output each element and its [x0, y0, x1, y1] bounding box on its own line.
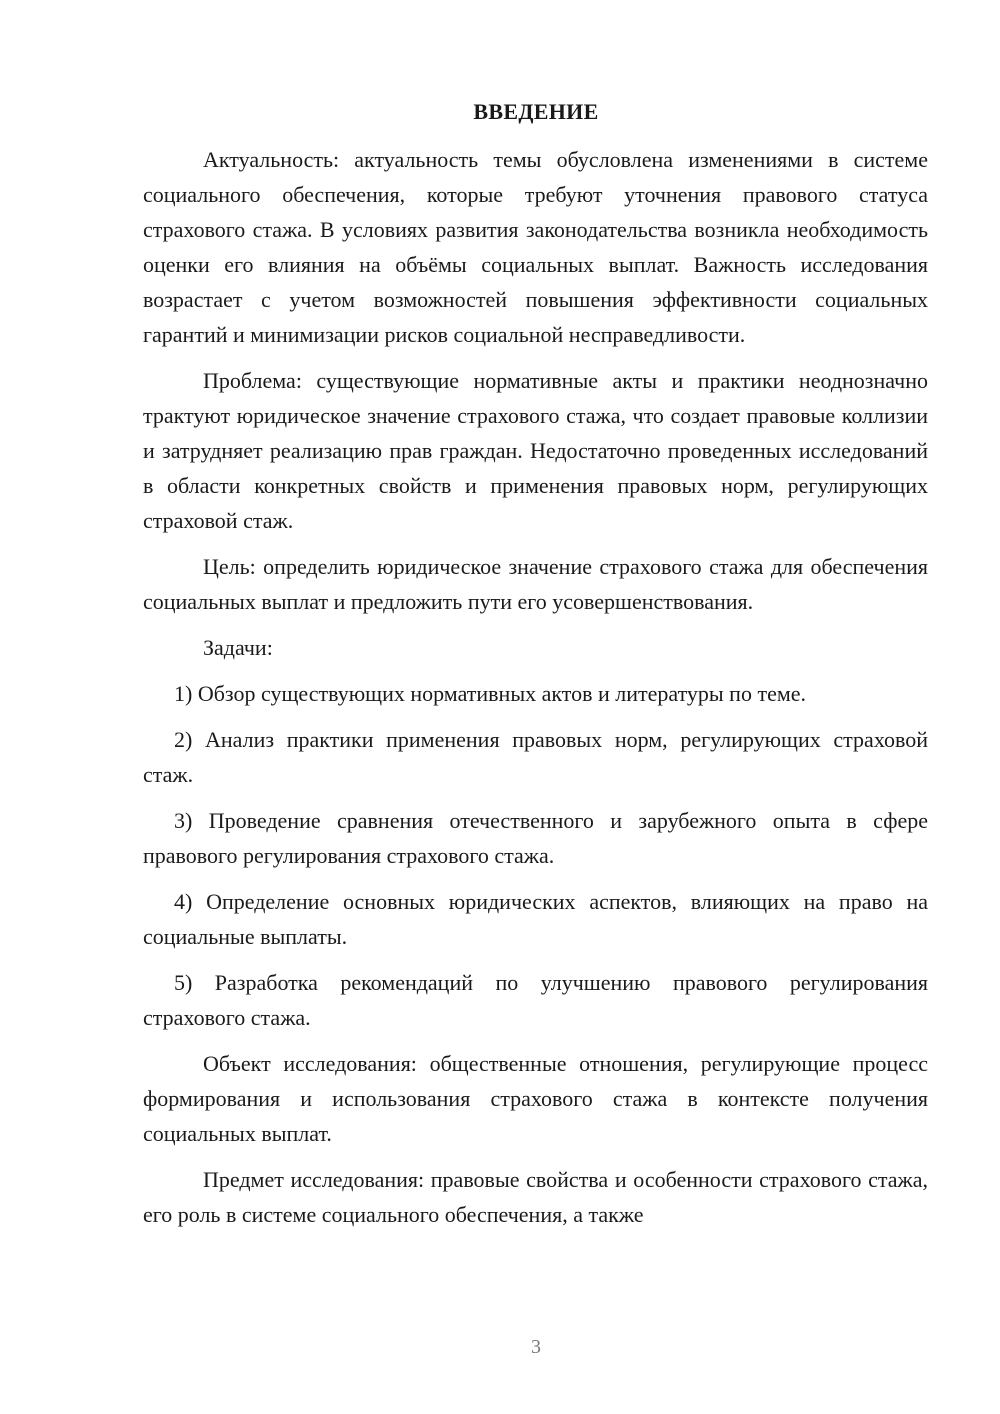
paragraph-object: Объект исследования: общественные отношения, регулирующие процесс формирования и использования страхового стажа в контексте получения социальных выплат.	[143, 1051, 928, 1146]
task-item: 3) Проведение сравнения отечественного и зарубежного опыта в сфере правового регулирования страхового стажа.	[143, 808, 928, 868]
body-text	[143, 142, 928, 1232]
task-item: 2) Анализ практики применения правовых норм, регулирующих страховой стаж.	[143, 727, 928, 787]
paragraph-problem: Проблема: существующие нормативные акты и практики неоднозначно трактуют юридическое значение страхового стажа, что создает правовые коллизии и затрудняет реализацию прав граждан. Недостаточно проведенных исследований в области конкретных свойств и применения правовых норм, регулирующих страховой стаж.	[143, 368, 928, 533]
page-number: 3	[531, 1336, 541, 1358]
task-item: 1) Обзор существующих нормативных актов и литературы по теме.	[174, 681, 807, 706]
task-list	[143, 676, 928, 1035]
paragraph-relevance: Актуальность: актуальность темы обусловлена изменениями в системе социального обеспечения, которые требуют уточнения правового статуса страхового стажа. В условиях развития законодательства возникла необходимость оценки его влияния на объёмы социальных выплат. Важность исследования возрастает с учетом возможностей повышения эффективности социальных гарантий и минимизации рисков социальной несправедливости.	[143, 147, 928, 347]
paragraph-goal: Цель: определить юридическое значение страхового стажа для обеспечения социальных выплат и предложить пути его усовершенствования.	[143, 554, 928, 614]
task-item: 5) Разработка рекомендаций по улучшению правового регулирования страхового стажа.	[143, 970, 928, 1030]
page-title: ВВЕДЕНИЕ	[473, 99, 599, 124]
tasks-heading: Задачи:	[203, 635, 273, 660]
paragraph-subject: Предмет исследования: правовые свойства и особенности страхового стажа, его роль в системе социального обеспечения, а также	[143, 1167, 928, 1227]
task-item: 4) Определение основных юридических аспектов, влияющих на право на социальные выплаты.	[143, 889, 928, 949]
